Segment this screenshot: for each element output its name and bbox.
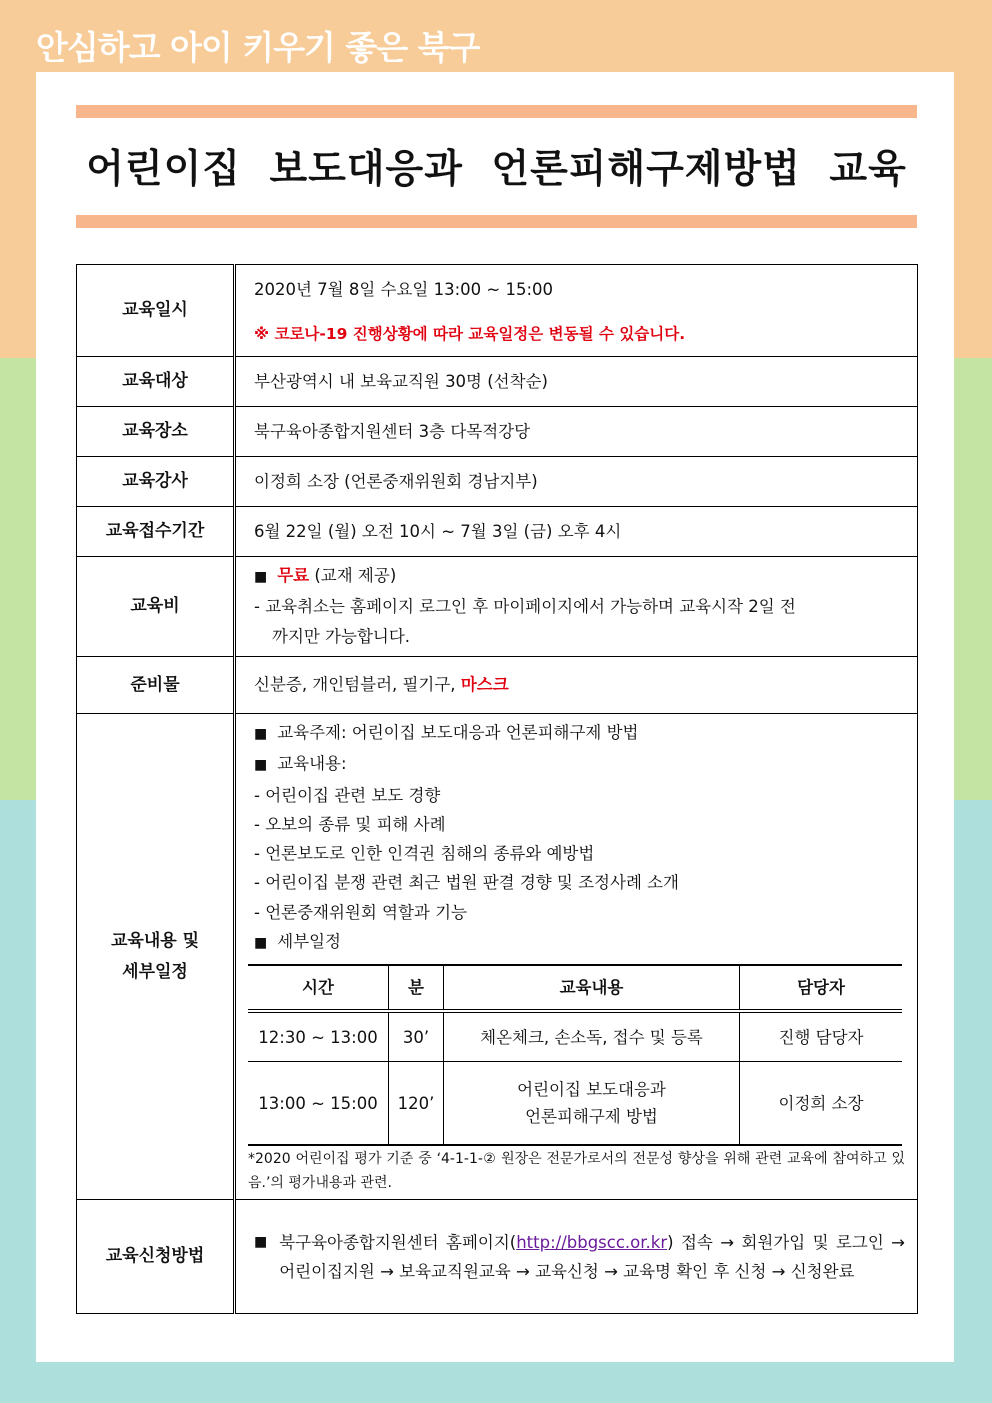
value-apply (235, 1200, 918, 1314)
page-title: 어린이집 보도대응과 언론피해구제방법 교육 (86, 147, 907, 192)
square-bullet-icon: ■ (254, 757, 268, 774)
date-text: 2020년 7월 8일 수요일 13:00 ~ 15:00 (254, 279, 554, 299)
content-item: - 어린이집 관련 보도 경향 (254, 785, 441, 805)
supplies-text: 신분증, 개인텀블러, 필기구, (254, 675, 456, 694)
content-item: - 어린이집 분쟁 관련 최근 법원 판결 경향 및 조정사례 소개 (254, 873, 679, 893)
schedule-content-line2: 언론피해구제 방법 (525, 1107, 658, 1127)
content-topic-text: 교육주제: 어린이집 보도대응과 언론피해구제 방법 (277, 723, 639, 742)
schedule-minutes: 120’ (389, 1062, 444, 1146)
label-content (77, 714, 235, 1200)
table-row (248, 1062, 902, 1146)
title-bar-bottom (76, 215, 917, 228)
content-header-text: 교육내용: (277, 754, 347, 774)
schedule-manager: 이정희 소장 (740, 1062, 903, 1146)
square-bullet-icon: ■ (254, 569, 268, 585)
homepage-link[interactable]: http://bbgscc.or.kr (516, 1232, 668, 1252)
row-date (77, 265, 918, 357)
schedule-col-minutes: 분 (389, 965, 444, 1011)
row-place (77, 407, 918, 457)
schedule-manager: 진행 담당자 (740, 1011, 903, 1062)
label-apply: 교육신청방법 (77, 1200, 235, 1314)
label-fee: 교육비 (77, 557, 235, 657)
label-lecturer: 교육강사 (77, 457, 235, 507)
label-place: 교육장소 (77, 407, 235, 457)
value-target: 부산광역시 내 보육교직원 30명 (선착순) (235, 357, 918, 407)
date-note: ※ 코로나-19 진행상황에 따라 교육일정은 변동될 수 있습니다. (254, 324, 686, 343)
square-bullet-icon: ■ (254, 1233, 268, 1250)
label-supplies: 준비물 (77, 657, 235, 714)
content-item: - 오보의 종류 및 피해 사례 (254, 814, 446, 834)
label-date: 교육일시 (77, 265, 235, 357)
row-period (77, 507, 918, 557)
schedule-col-time: 시간 (248, 965, 389, 1011)
fee-free: 무료 (277, 566, 310, 585)
value-content (235, 714, 918, 1200)
row-target (77, 357, 918, 407)
apply-text-before: 북구육아종합지원센터 홈페이지( (279, 1232, 517, 1252)
label-content-line2: 세부일정 (122, 961, 188, 982)
schedule-header (254, 927, 905, 958)
row-content (77, 714, 918, 1200)
label-target: 교육대상 (77, 357, 235, 407)
title-bar-top (76, 105, 917, 118)
value-supplies (235, 657, 918, 714)
fee-cancel-line1: - 교육취소는 홈페이지 로그인 후 마이페이지에서 가능하며 교육시작 2일 전 (254, 597, 796, 616)
content-item: - 언론보도로 인한 인격권 침해의 종류와 예방법 (254, 844, 595, 864)
content-header (254, 749, 905, 780)
content-item: - 언론중재위원회 역할과 기능 (254, 902, 467, 922)
schedule-col-manager: 담당자 (740, 965, 903, 1011)
label-period: 교육접수기간 (77, 507, 235, 557)
info-table (76, 264, 918, 1314)
schedule-content-line1: 어린이집 보도대응과 (517, 1080, 666, 1100)
row-lecturer (77, 457, 918, 507)
document-paper (36, 72, 954, 1362)
apply-line (254, 1228, 905, 1286)
value-date (235, 265, 918, 357)
table-row (248, 1011, 902, 1062)
fee-cancel-line2: 까지만 가능합니다. (272, 627, 411, 646)
row-fee (77, 557, 918, 657)
apply-text (279, 1228, 905, 1286)
schedule-minutes: 30’ (389, 1011, 444, 1062)
value-fee (235, 557, 918, 657)
value-period: 6월 22일 (월) 오전 10시 ~ 7월 3일 (금) 오후 4시 (235, 507, 918, 557)
schedule-time: 13:00 ~ 15:00 (248, 1062, 389, 1146)
schedule-header-text: 세부일정 (277, 932, 341, 952)
content-topic (254, 718, 905, 749)
row-apply (77, 1200, 918, 1314)
row-supplies (77, 657, 918, 714)
slogan: 안심하고 아이 키우기 좋은 북구 (36, 28, 480, 67)
schedule-table (248, 964, 902, 1146)
value-place: 북구육아종합지원센터 3층 다목적강당 (235, 407, 918, 457)
fee-free-note: (교재 제공) (314, 566, 397, 585)
schedule-content: 체온체크, 손소독, 접수 및 등록 (444, 1011, 740, 1062)
supplies-mask: 마스크 (460, 675, 509, 694)
value-lecturer: 이정희 소장 (언론중재위원회 경남지부) (235, 457, 918, 507)
schedule-header-row (248, 965, 902, 1011)
square-bullet-icon: ■ (254, 935, 268, 952)
schedule-time: 12:30 ~ 13:00 (248, 1011, 389, 1062)
fee-line (254, 561, 905, 592)
schedule-footnote: *2020 어린이집 평가 기준 중 ‘4-1-1-② 원장은 전문가로서의 전문성 향상을 위해 관련 교육에 참여하고 있음.’의 평가내용과 관련. (248, 1151, 905, 1192)
schedule-col-content: 교육내용 (444, 965, 740, 1011)
label-content-line1: 교육내용 및 (110, 930, 200, 951)
square-bullet-icon: ■ (254, 726, 268, 742)
apply-text-after: ) 접속 → 회원가입 및 로그인 → 어린이집지원 → 보육교직원교육 → 교육신청 → 교육명 확인 후 신청 → 신청완료 (279, 1232, 905, 1281)
schedule-content (444, 1062, 740, 1146)
